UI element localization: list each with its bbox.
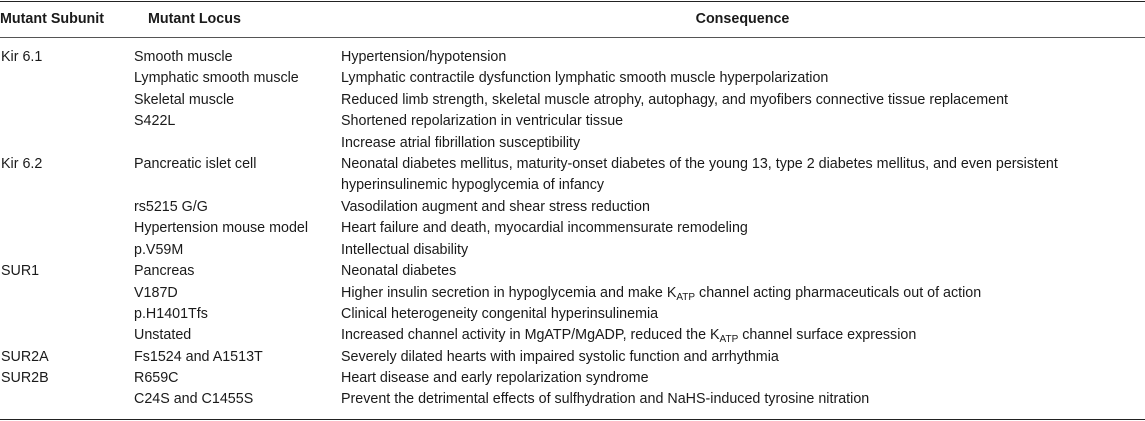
cell-locus: S422L bbox=[134, 113, 176, 130]
cell-consequence: Lymphatic contractile dysfunction lymphatic smooth muscle hyperpolarization bbox=[341, 70, 829, 87]
table-row bbox=[0, 68, 1145, 89]
cell-locus: Pancreatic islet cell bbox=[134, 155, 257, 172]
cell-locus: Smooth muscle bbox=[134, 49, 233, 65]
cell-subunit: SUR2B bbox=[1, 370, 49, 387]
cell-locus: Hypertension mouse model bbox=[134, 220, 309, 237]
header-consequence: Consequence bbox=[695, 11, 790, 27]
table-row bbox=[0, 154, 1145, 197]
cell-locus: R659C bbox=[134, 370, 179, 387]
table-row bbox=[0, 389, 1145, 410]
cell-locus: p.H1401Tfs bbox=[134, 305, 208, 322]
cell-consequence: Hypertension/hypotension bbox=[341, 49, 507, 65]
cell-subunit: Kir 6.1 bbox=[1, 49, 43, 65]
table-bottom-rule bbox=[0, 419, 1145, 420]
cell-consequence: Increase atrial fibrillation susceptibility bbox=[341, 134, 581, 151]
table-row bbox=[0, 197, 1145, 218]
table-row bbox=[0, 47, 1145, 68]
cell-consequence: Neonatal diabetes bbox=[341, 263, 457, 280]
table-row bbox=[0, 111, 1145, 132]
cell-consequence: Heart failure and death, myocardial incommensurate remodeling bbox=[341, 220, 748, 237]
cell-locus: rs5215 G/G bbox=[134, 198, 208, 215]
header-divider-rule bbox=[0, 37, 1145, 38]
consequence-text-pre: Higher insulin secretion in hypoglycemia and make K bbox=[341, 284, 677, 301]
cell-locus: Unstated bbox=[134, 327, 192, 344]
cell-subunit: Kir 6.2 bbox=[1, 155, 43, 172]
cell-consequence: Clinical heterogeneity congenital hyperinsulinemia bbox=[341, 305, 659, 322]
cell-locus: Fs1524 and A1513T bbox=[134, 348, 263, 365]
consequence-text-pre: Increased channel activity in MgATP/MgADP, reduced the K bbox=[341, 327, 720, 344]
cell-consequence: Heart disease and early repolarization syndrome bbox=[341, 370, 649, 387]
cell-subunit: SUR1 bbox=[1, 263, 40, 280]
cell-consequence: Neonatal diabetes mellitus, maturity-onset diabetes of the young 13, type 2 diabetes mellitus, and even persistent hyperinsulinemic hypoglycemia of infancy bbox=[341, 155, 1058, 194]
cell-subunit: SUR2A bbox=[1, 348, 49, 365]
consequence-text-post: channel surface expression bbox=[738, 327, 917, 344]
cell-consequence: Prevent the detrimental effects of sulfhydration and NaHS-induced tyrosine nitration bbox=[341, 391, 870, 408]
katp-subscript: ATP bbox=[719, 334, 739, 346]
table-row bbox=[0, 218, 1145, 239]
cell-locus: p.V59M bbox=[134, 241, 184, 258]
cell-consequence: Intellectual disability bbox=[341, 241, 469, 258]
cell-consequence: Shortened repolarization in ventricular tissue bbox=[341, 113, 624, 130]
cell-consequence: Vasodilation augment and shear stress reduction bbox=[341, 198, 650, 215]
table-row bbox=[0, 261, 1145, 282]
cell-locus: Lymphatic smooth muscle bbox=[134, 70, 299, 87]
table-row bbox=[0, 133, 1145, 154]
cell-locus: C24S and C1455S bbox=[134, 391, 254, 408]
table-row bbox=[0, 240, 1145, 261]
table-row bbox=[0, 90, 1145, 111]
consequence-text-post: channel acting pharmaceuticals out of action bbox=[695, 284, 982, 301]
katp-subscript: ATP bbox=[676, 291, 696, 303]
table-row bbox=[0, 283, 1145, 304]
table-body bbox=[0, 47, 1145, 411]
table-row bbox=[0, 325, 1145, 346]
cell-consequence: Reduced limb strength, skeletal muscle atrophy, autophagy, and myofibers connective tissue replacement bbox=[341, 91, 1009, 108]
table-row bbox=[0, 368, 1145, 389]
cell-locus: V187D bbox=[134, 284, 178, 301]
table-row bbox=[0, 347, 1145, 368]
cell-locus: Skeletal muscle bbox=[134, 91, 235, 108]
table-top-rule bbox=[0, 1, 1145, 2]
cell-consequence: Severely dilated hearts with impaired systolic function and arrhythmia bbox=[341, 348, 779, 365]
cell-locus: Pancreas bbox=[134, 263, 195, 280]
header-mutant-subunit: Mutant Subunit bbox=[0, 11, 105, 27]
header-mutant-locus: Mutant Locus bbox=[148, 11, 241, 27]
table-row bbox=[0, 304, 1145, 325]
header-consequence-wrap bbox=[0, 9, 1145, 29]
